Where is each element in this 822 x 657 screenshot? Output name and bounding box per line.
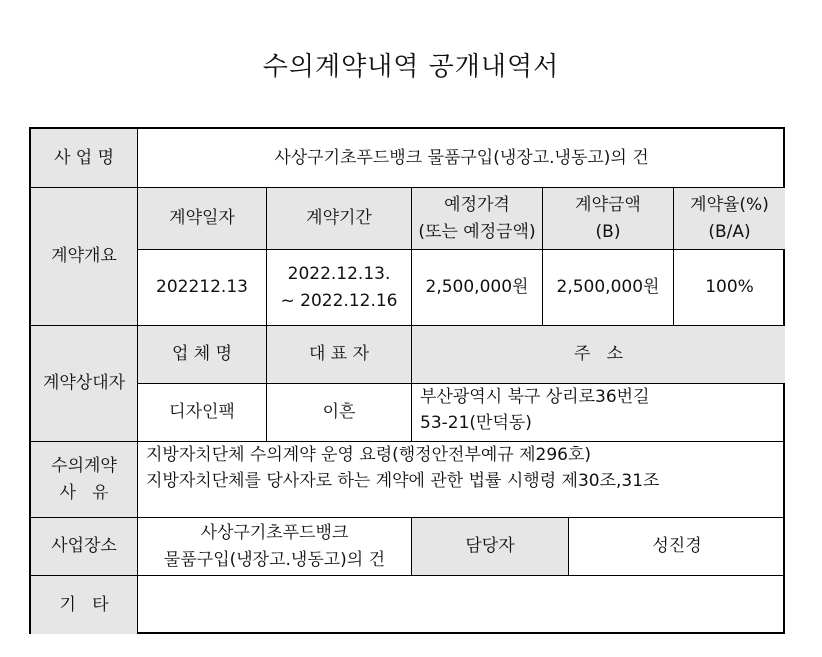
manager-name bbox=[569, 518, 785, 576]
header-contract-period bbox=[267, 188, 412, 250]
business-name-label-text: 사 업 명 bbox=[53, 147, 115, 168]
value-representative bbox=[267, 384, 412, 442]
manager-name-text: 성진경 bbox=[652, 536, 702, 557]
value-contract-rate-text: 100% bbox=[705, 277, 754, 298]
header-contract-rate bbox=[674, 188, 785, 250]
business-place-label bbox=[31, 518, 138, 576]
counterparty-label-text: 계약상대자 bbox=[42, 373, 126, 394]
header-address bbox=[412, 326, 785, 384]
header-representative-text: 대 표 자 bbox=[308, 344, 370, 365]
business-place-value-line2: 물품구입(냉장고.냉동고)의 건 bbox=[163, 549, 386, 570]
header-estimated-price bbox=[412, 188, 543, 250]
business-place-value-line1: 사상구기초푸드뱅크 bbox=[200, 523, 349, 544]
contract-table bbox=[29, 127, 785, 634]
value-contract-amount-text: 2,500,000원 bbox=[556, 277, 660, 298]
value-company bbox=[138, 384, 267, 442]
value-contract-period bbox=[267, 250, 412, 326]
business-place-value bbox=[138, 518, 412, 576]
etc-label bbox=[31, 576, 138, 634]
header-company bbox=[138, 326, 267, 384]
reason-label-line1: 수의계약 bbox=[51, 456, 117, 477]
counterparty-label bbox=[31, 326, 138, 442]
contract-summary-label-text: 계약개요 bbox=[51, 246, 117, 267]
header-contract-date bbox=[138, 188, 267, 250]
page-title: 수의계약내역 공개내역서 bbox=[262, 52, 560, 82]
header-contract-rate-line2: (B/A) bbox=[708, 221, 751, 242]
value-contract-period-line1: 2022.12.13. bbox=[287, 264, 391, 285]
manager-label-text: 담당자 bbox=[465, 536, 515, 557]
header-address-text: 주 소 bbox=[573, 344, 624, 365]
header-contract-amount-line2: (B) bbox=[595, 221, 621, 242]
reason-label bbox=[31, 442, 138, 518]
manager-label bbox=[412, 518, 569, 576]
header-company-text: 업 체 명 bbox=[171, 344, 233, 365]
header-representative bbox=[267, 326, 412, 384]
header-estimated-price-line1: 예정가격 bbox=[444, 195, 510, 216]
value-estimated-price-text: 2,500,000원 bbox=[425, 277, 529, 298]
value-contract-date bbox=[138, 250, 267, 326]
business-name-value bbox=[138, 129, 785, 188]
value-estimated-price bbox=[412, 250, 543, 326]
value-contract-date-text: 202212.13 bbox=[156, 277, 248, 298]
contract-summary-label bbox=[31, 188, 138, 326]
business-place-label-text: 사업장소 bbox=[51, 536, 117, 557]
value-address-line2: 53-21(만덕동) bbox=[420, 413, 532, 434]
value-company-text: 디자인팩 bbox=[169, 402, 235, 423]
header-contract-amount bbox=[543, 188, 674, 250]
value-contract-rate bbox=[674, 250, 785, 326]
header-contract-amount-line1: 계약금액 bbox=[575, 195, 641, 216]
etc-label-text: 기 타 bbox=[59, 594, 109, 615]
value-representative-text: 이흔 bbox=[322, 402, 356, 423]
reason-value bbox=[138, 442, 785, 518]
business-name-label bbox=[31, 129, 138, 188]
value-address bbox=[412, 384, 785, 442]
header-estimated-price-line2: (또는 예정금액) bbox=[418, 221, 536, 242]
header-contract-rate-line1: 계약율(%) bbox=[690, 195, 769, 216]
reason-label-line2: 사 유 bbox=[59, 482, 109, 503]
reason-line1: 지방자치단체 수의계약 운영 요령(행정안전부예규 제296호) bbox=[146, 445, 592, 465]
business-name-value-text: 사상구기초푸드뱅크 물품구입(냉장고.냉동고)의 건 bbox=[274, 147, 649, 168]
value-contract-period-line2: ~ 2022.12.16 bbox=[280, 290, 398, 311]
etc-value bbox=[138, 576, 785, 634]
value-address-line1: 부산광역시 북구 상리로36번길 bbox=[420, 387, 650, 407]
header-contract-period-text: 계약기간 bbox=[306, 208, 372, 229]
reason-line2: 지방자치단체를 당사자로 하는 계약에 관한 법률 시행령 제30조,31조 bbox=[146, 471, 660, 492]
value-contract-amount bbox=[543, 250, 674, 326]
header-contract-date-text: 계약일자 bbox=[169, 208, 235, 229]
